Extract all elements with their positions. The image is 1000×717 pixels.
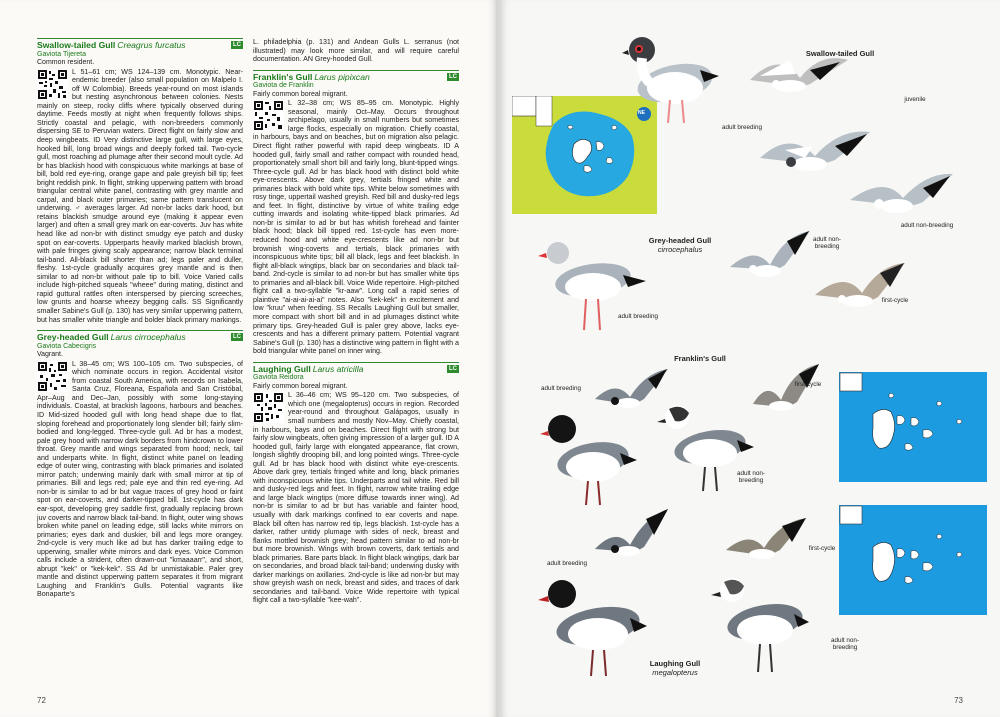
- species-name: Franklin's Gull: [253, 71, 313, 82]
- distribution-map-franklins: [839, 372, 987, 482]
- qr-code-icon[interactable]: [37, 361, 68, 392]
- conservation-badge: LC: [233, 42, 241, 48]
- label-adult-non-breeding: adult non-breeding: [812, 236, 841, 250]
- species-status: Common resident.: [37, 59, 95, 67]
- bird-adult-breeding: [620, 28, 720, 128]
- label-adult-breeding: adult breeding: [547, 560, 587, 567]
- label-adult-breeding: adult breeding: [541, 385, 581, 392]
- label-first-cycle: first-cycle: [881, 297, 909, 304]
- species-name: Laughing Gull: [253, 363, 311, 374]
- species-status: Vagrant.: [37, 351, 63, 359]
- species-name: Swallow-tailed Gull: [37, 40, 116, 50]
- plate-title-franklins: Franklin's Gull: [674, 354, 726, 363]
- plate-subtitle: megalopterus: [652, 667, 698, 677]
- label-first-cycle: first-cycle: [808, 545, 836, 552]
- species-scientific-name: Larus cirrocephalus: [110, 332, 186, 343]
- species-header-grey-headed-gull: [37, 330, 243, 343]
- bird-adult-breeding-flight: [590, 505, 670, 575]
- bird-adult-breeding: [538, 570, 648, 680]
- species-header-swallow-tailed-gull: [37, 38, 243, 51]
- left-page: [0, 0, 498, 717]
- map-tag: NE: [638, 110, 645, 116]
- bird-adult-non-breeding-flight: [845, 160, 955, 230]
- label-adult-breeding: adult breeding: [618, 313, 658, 320]
- species-spanish-name: Gaviota Cabecigris: [37, 342, 97, 350]
- species-spanish-name: Gaviota Reidora: [253, 374, 304, 382]
- species-header-franklins-gull: [253, 70, 459, 83]
- species-spanish-name: Gaviota Tijereta: [37, 50, 87, 58]
- label-juvenile: juvenile: [904, 96, 926, 103]
- continued-text: L. philadelphia (p. 131) and Andean Gulls L. serranus (not illustrated) may look more similar, and will require careful documentation. AN Grey-hooded Gull.: [253, 38, 459, 64]
- bird-adult-non-breeding: [710, 568, 810, 678]
- plate-title-text: Grey-headed Gull: [648, 236, 712, 245]
- label-adult-breeding: adult breeding: [722, 124, 762, 131]
- bird-adult-breeding: [538, 235, 648, 335]
- species-header-laughing-gull: [253, 362, 459, 375]
- species-status: Fairly common boreal migrant.: [253, 382, 348, 390]
- species-scientific-name: Larus pipixcan: [314, 71, 370, 82]
- qr-code-icon[interactable]: [37, 69, 68, 100]
- page-number: 73: [954, 696, 963, 705]
- plate-title-swallow-tailed: Swallow-tailed Gull: [805, 49, 875, 58]
- bird-first-cycle-flight: [720, 512, 810, 572]
- species-description: L 51–61 cm; WS 124–139 cm. Monotypic. Near-endemic breeder (also small population on Malpelo I. off W Colombia). Breeds year-round on most islands but nesting asynchronous between colonies. Nests mainly on steep, rocky cliffs where typically observed during daytime. Feeds mostly at night when frequently follows ships. Strictly coastal and pelagic, with non-breeders commonly dispersing SE to Peruvian waters. Direct flight on fairly slow and deep wingbeats. ID Very distinctive large gull, with large eyes, hooked bill, long broad wings and deeply forked tail. Two-cycle gull, most roaching ad plumage after their second moult cycle. Ad br has blackish hood with conspicuous white markings at base of bill, bold red eye-ring, orange gape and pale greyish bill tip; feet bright reddish pink. In flight, striking upperwing pattern with broad triangular central white panel, contrasting with grey mantle and carpal, and black outer primaries; same pattern translucent on underwing. ♂ averages larger. Ad non-br lacks dark hood, but retains blackish smudge around eye (making it appear even larger) and often a small grey mark on ear-coverts. Juv has white head like ad non-br with distinct smudgy eye patch and dusky spot on ear-coverts. Upperparts heavily marked blackish brown, with pale fringes giving scaly appearance; narrow black terminal tail-band. All-black bill shorter than ad; legs paler and duller, fleshy. 1st-cycle gradually acquires grey mantle and is then similar to ad non-br without pale tip to bill. Voice Varied calls include high-pitched squeals "wheee" during mating, distinct and rapid guttural rattles often interspersed by piercing screeches, low grunts and hoarse wheezy begging calls. SS Significantly smaller Sabine's Gull (p. 130) has very similar upperwing pattern, but has smaller white triangle and bolder black primary markings.: [37, 67, 243, 324]
- plate-subtitle: cirrocephalus: [657, 244, 703, 254]
- species-description: L 32–38 cm; WS 85–95 cm. Monotypic. Highly seasonal, mainly Oct–May. Occurs throughout archipelago, usually in small numbers but sometimes large flocks, especially on migration. Chiefly coastal, in harbours, bays and on beaches, but on migration also pelagic. Direct flight rather powerful with rapid deep wingbeats. ID A hooded gull, fairly small and rather compact with rounded head, proportionately small short bill and fairly long, blunt-tipped wings. Three-cycle gull. Ad br has black hood with distinct bold white eye-crescents. Above dark grey, tertials fringed white and primaries black with bold white tips. White below sometimes with rosy tinge, uppertail washed greyish. Red bill and dusky-red legs and feet. In flight, distinctive by virtue of white trailing edge cutting inwards and isolating white-tipped black primaries. Ad non-br is similar to ad br but has whitish forehead and fainter black hood; black bill tipped red. 1st-cycle has even more-reduced hood and white eye-crescents like ad non-br but brownish wing-coverts and tertials, black primaries with inconspicuous white tips; bill all black, legs and feet blackish. In flight all-black wingtips, black bar on secondaries and black tail-band. 2nd-cycle is similar to ad non-br but has smaller white tips to primaries and all-black bill. Voice Wide repertoire. High-pitched flight call a two-syllable "kr-aaw". Long call a rapid series of plaintive "ai-ai-ai-ai-ai" notes. Also "kek-kek" in excitement and low "kruu" when feeding. SS Recalls Laughing Gull but smaller, more compact with short bill and in ad plumages distinct white primary tips. Grey-headed Gull is paler grey above, lacks eye-crescents and has a different primary pattern. Potential vagrant Sabine's Gull (p. 130) has a distinctive wing pattern in flight with a bold triangular white panel on inner wing.: [253, 99, 459, 356]
- conservation-badge: LC: [449, 365, 457, 372]
- plate-title-grey-headed: [640, 237, 720, 254]
- distribution-map-laughing: [839, 505, 987, 615]
- conservation-badge: LC: [233, 334, 241, 341]
- label-adult-non-breeding: adult non-breeding: [736, 470, 765, 484]
- qr-code-icon[interactable]: [253, 392, 284, 423]
- conservation-badge: LC: [449, 73, 457, 80]
- label-adult-non-breeding: adult non-breeding: [830, 637, 859, 651]
- bird-first-cycle-flight: [810, 255, 910, 325]
- label-first-cycle: first-cycle: [794, 381, 822, 388]
- species-spanish-name: Gaviota de Franklin: [253, 82, 314, 90]
- text-column-1: [37, 38, 243, 599]
- qr-code-icon[interactable]: [253, 100, 284, 131]
- species-description: L 38–45 cm; WS 100–105 cm. Two subspecies, of which nominate occurs in region. Accidental visitor from coastal South America, with records on Isabela, Santa Cruz, Floreana, Española and San Cristóbal, Apr–Aug and Dec–Jan, possibly with some long-staying individuals. Coastal, at brackish lagoons, harbours and beaches. ID Mid-sized hooded gull with long head shape due to flat, sloping forehead and proportionately long slender bill; fairly slim-bodied and long-legged. Three-cycle gull. Ad br has a modest, pale grey hood with narrow dark borders from hindcrown to lower throat. Grey mantle and wings separated from hood; neck, tail and underparts white. In flight, distinct white panel on leading edge of outer wing, contrasting with black primaries and isolated mirror patch; underwing mainly dark with small mirror at tip of primaries. Bill and legs red; pale eye and thin red eye-ring. Ad non-br is similar to ad br but vague traces of grey hood or faint spot on ear-coverts, and darker-tipped bill. 1st-cycle has dark ear-spot, developing grey saddle first, gradually replacing brown juv coverts and narrow black tail-band. In flight, outer wing shows broken white panel on leading edge, still lacks white mirrors on primaries; eyes dark and duskier, bill and legs more orangey. 2nd-cycle is very much like ad but has darker trailing edge to upperwing, smaller white mirrors and dark eyes. Voice Common calls include a strident, often drawn-out "kmaaaarr", and short, abrupt "kek" or "kek-kek". SS Ad br unmistakable. Paler grey mantle and distinct upperwing pattern separates it from migrant Laughing and Franklin's Gulls. Potential vagrants like Bonaparte's: [37, 359, 243, 599]
- species-scientific-name: Creagrus furcatus: [117, 40, 186, 50]
- species-description: L 36–46 cm; WS 95–120 cm. Two subspecies, of which one (megalopterus) occurs in region. Recorded year-round and throughout Galápagos, usually in small numbers and mostly Nov–May. Chiefly coastal, in harbours, bays and on beaches. Direct flight with strong but fairly slow wingbeats, often giving impression of a larger gull. ID A hooded gull, fairly large with elongated appearance, flat crown, longish slightly drooping bill, and long pointed wings. Three-cycle gull. Ad br has black hood with distinct white eye-crescents. Above dark grey, tertials fringed white and long, black primaries with inconspicuous white tips. Underparts and tail white. Red bill and dusky-red legs and feet. In flight, narrow white trailing edge and large black wingtips (more diffuse towards inner wing). Ad non-br is similar to ad br but has variable and fainter hood, usually with dark markings confined to ear coverts and nape. Black bill often has narrow red tip, legs blackish. 1st-cycle has a darker, rather untidy plumage with sides of neck, breast and flanks mottled brownish grey; head pattern similar to ad non-br but more brownish. Wings with brown coverts, dark tertials and black primaries. Bare parts black. In flight black wingtips, dark bar on secondaries, and broad black tail-band; underwing dusky with darker markings on axillaries. 2nd-cycle is like ad non-br but may show greyish wash on neck, breast and sides, and traces of dark secondaries and tail-band. Voice Wide repertoire with typical flight call a two-syllable "kee-wah".: [253, 391, 459, 605]
- bird-first-cycle-flight: [745, 360, 825, 430]
- label-adult-non-breeding: adult non-breeding: [900, 222, 954, 229]
- plate-title-laughing: [640, 660, 710, 677]
- plate-title-text: Laughing Gull: [649, 659, 701, 668]
- species-name: Grey-headed Gull: [37, 332, 109, 343]
- species-status: Fairly common boreal migrant.: [253, 90, 348, 98]
- right-page: [500, 0, 1000, 717]
- species-scientific-name: Larus atricilla: [312, 363, 364, 374]
- page-number: 72: [37, 696, 46, 705]
- text-column-2: [253, 38, 459, 605]
